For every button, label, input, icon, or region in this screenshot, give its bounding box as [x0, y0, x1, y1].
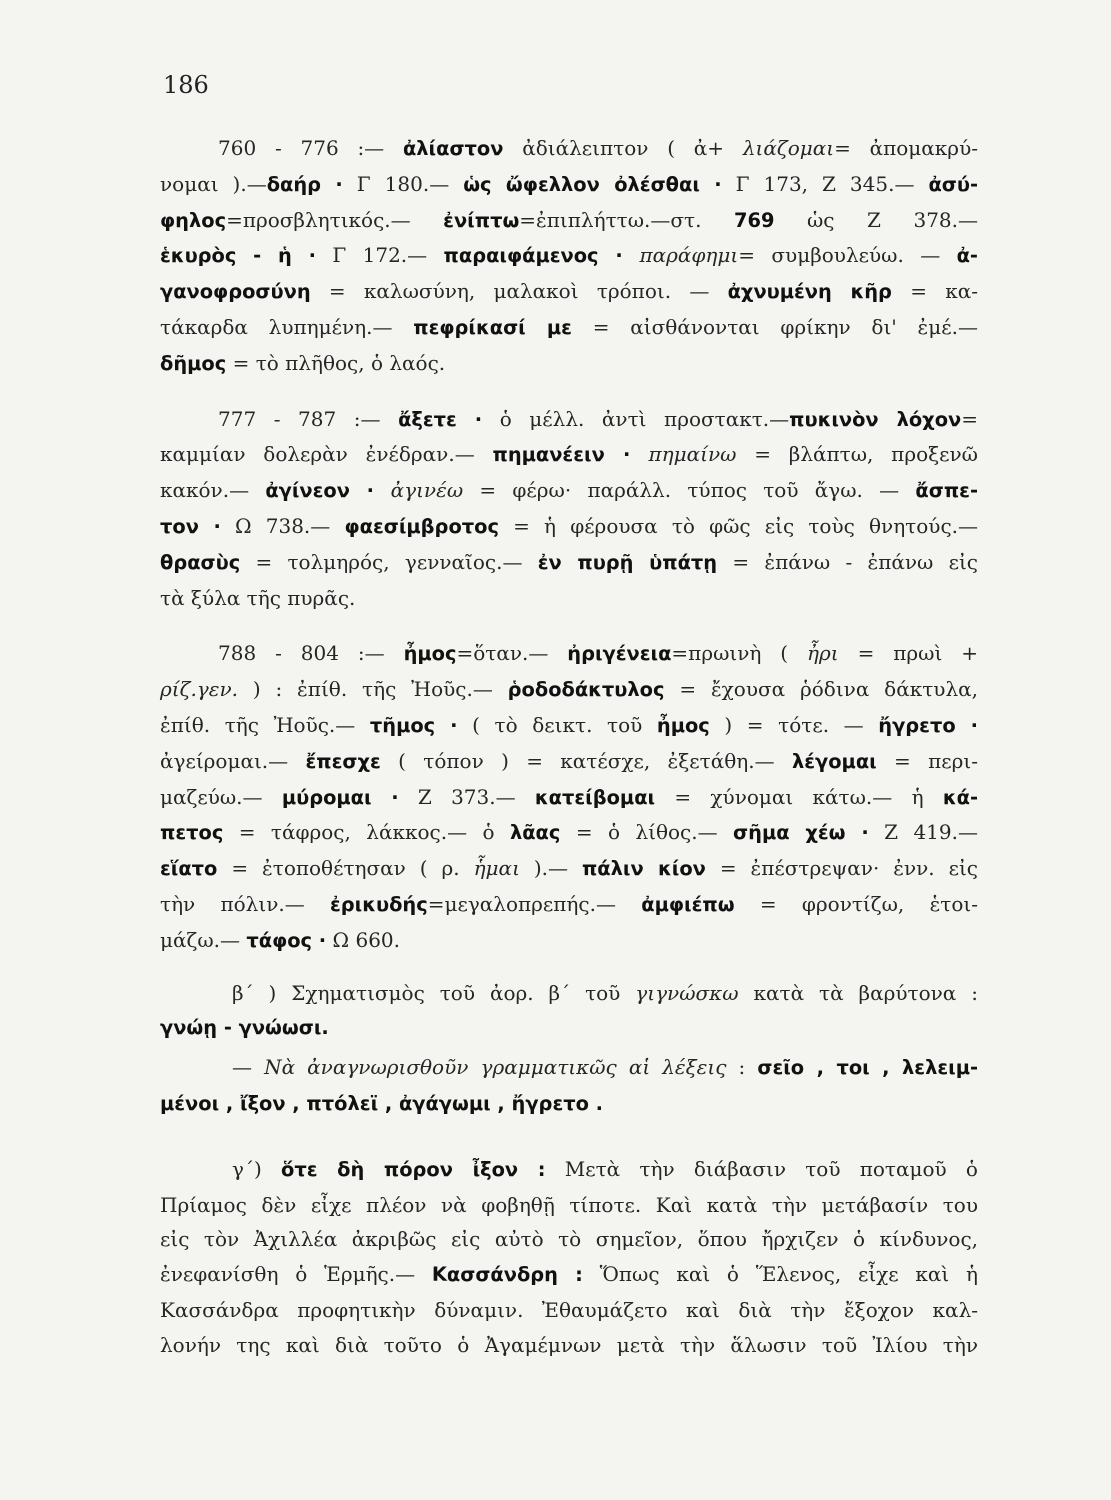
text-line — [160, 1293, 978, 1328]
text-run: =ἐπιπλήττω.—στ. — [519, 207, 734, 232]
bold-term: δαήρ · — [266, 172, 343, 196]
text-line — [160, 976, 978, 1011]
text-run: = φροντίζω, ἑτοι- — [734, 891, 979, 916]
bold-term: ἀμφιέπω — [641, 892, 735, 916]
text-run: Ζ 373.— — [398, 784, 535, 809]
text-run: καμμίαν δολερὰν ἐνέδραν.— — [160, 442, 493, 467]
text-run: =προσβλητικός.— — [226, 207, 444, 232]
bold-term: λᾶας — [509, 821, 561, 845]
bold-term: ὡς ὤφελλον ὀλέσθαι · — [463, 172, 722, 196]
text-line — [160, 672, 978, 708]
bold-term: ἀλίαστον — [402, 137, 504, 160]
text-run: = ἔχουσα ῥόδινα δάκτυλα, — [664, 677, 978, 702]
text-run: μάζω.— — [160, 927, 247, 952]
bold-term: ἐρικυδής — [330, 892, 428, 916]
text-run: = κα- — [891, 279, 978, 304]
bold-term: θρασὺς — [160, 550, 241, 574]
text-line — [160, 851, 978, 887]
italic-text: Νὰ ἀναγνωρισθοῦν γραμματικῶς αἱ λέξεις — [264, 1055, 727, 1080]
text-run: ).— — [519, 856, 582, 881]
bold-term: ἀγίνεον · — [265, 479, 391, 503]
bold-term: παραιφάμενος · — [443, 244, 640, 268]
text-run: = ἀπομακρύ- — [834, 136, 978, 160]
text-run: ὁ μέλλ. ἀντὶ προστακτ.— — [482, 406, 790, 431]
text-line — [160, 131, 978, 167]
text-line — [160, 274, 978, 310]
text-run: 760 - 776 :— — [218, 136, 403, 160]
text-run: =μεγαλοπρεπής.— — [427, 891, 642, 916]
paragraph — [160, 976, 978, 1047]
bold-term: ἦμος — [656, 713, 710, 737]
italic-text: γιγνώσκω — [635, 980, 739, 1005]
text-run: ) = τότε. — — [709, 712, 879, 737]
text-line — [160, 1152, 978, 1188]
bold-term: τον · — [160, 514, 221, 538]
text-run: κακόν.— — [160, 478, 266, 503]
bold-term: πετος — [160, 821, 224, 845]
bold-term: ἐνίπτω — [443, 208, 520, 232]
bold-term: φηλος — [160, 208, 227, 232]
text-run: Γ 173, Ζ 345.— — [721, 171, 929, 196]
text-line — [160, 310, 978, 346]
text-run: = καλωσύνη, μαλακοὶ τρόποι. — — [310, 279, 728, 304]
text-run: κατὰ τὰ βαρύτονα : — [738, 980, 978, 1005]
bold-term: ἐν πυρῇ ὑπάτῃ — [537, 550, 718, 574]
text-run: Ω 660. — [326, 927, 401, 952]
text-line — [160, 1050, 978, 1086]
bold-term: ἀχνυμένη κῆρ — [727, 280, 892, 304]
text-line — [160, 923, 978, 959]
text-run: ὡς Ζ 378.— — [774, 207, 978, 232]
text-run: ( τόπον ) = κατέσχε, ἐξετάθη.— — [380, 748, 792, 773]
italic-text: ἀγινέω — [390, 478, 464, 503]
bold-term: πημανέειν · — [492, 443, 649, 467]
bold-term: σῆμα χέω · — [733, 821, 869, 845]
text-run: τάκαρδα λυπημένη.— — [160, 314, 414, 339]
bold-term: δῆμος — [160, 351, 227, 375]
text-run: = ὁ λίθος.— — [560, 820, 734, 845]
text-run: = αἰσθάνονται φρίκην δι' ἐμέ.— — [571, 314, 978, 339]
text-run: ἀγείρομαι.— — [160, 748, 306, 773]
bold-term: ἀσύ- — [928, 172, 979, 196]
text-run: λονήν της καὶ διὰ τοῦτο ὁ Ἀγαμέμνων μετὰ τὴν ἅλωσιν τοῦ Ἰλίου τὴν — [160, 1332, 978, 1357]
bold-term: ἄσπε- — [915, 479, 979, 503]
text-run: =ὅταν.— — [456, 641, 568, 666]
text-line — [160, 437, 978, 473]
paragraph — [160, 131, 978, 382]
text-line — [160, 1010, 978, 1046]
text-run: =πρωινὴ ( — [671, 641, 808, 666]
text-line — [160, 402, 978, 438]
bold-term: λέγομαι — [791, 749, 877, 773]
bold-term: 769 — [733, 208, 775, 232]
text-run: 788 - 804 :— — [218, 641, 404, 666]
text-block — [160, 131, 978, 1363]
text-run: = τὸ πλῆθος, ὁ λαός. — [226, 350, 446, 375]
text-run: = περι- — [876, 748, 978, 773]
text-run: = φέρω· παράλλ. τύπος τοῦ ἄγω. — — [463, 478, 916, 503]
bold-term: ἤγρετο · — [878, 713, 979, 737]
paragraph — [160, 636, 978, 958]
text-run: τὰ ξύλα τῆς πυρᾶς. — [160, 585, 356, 610]
bold-term: ῥοδοδάκτυλος — [507, 678, 665, 702]
text-run: ἐνεφανίσθη ὁ Ἑρμῆς.— — [160, 1262, 432, 1287]
text-run: Ω 738.— — [220, 513, 345, 538]
italic-text: πημαίνω — [648, 442, 737, 467]
text-line — [160, 780, 978, 816]
bold-term: πάλιν κίον — [581, 857, 706, 881]
text-run: Ζ 419.— — [868, 820, 978, 845]
text-line — [160, 167, 978, 203]
bold-term: τῆμος · — [369, 713, 458, 737]
text-line — [160, 1086, 978, 1122]
bold-term: ἦμος — [403, 642, 457, 666]
page-number: 186 — [163, 71, 209, 99]
text-line — [160, 636, 978, 672]
text-run: νομαι ).— — [160, 171, 267, 196]
text-run: = ἐπάνω - ἐπάνω εἰς — [717, 549, 978, 574]
bold-term: ὅτε δὴ πόρον ἶξον : — [281, 1157, 546, 1181]
bold-term: τάφος · — [246, 928, 327, 952]
bold-term: ἀ- — [956, 244, 978, 268]
text-run: = ἐτοποθέτησαν ( ρ. — [217, 856, 474, 881]
text-run: = ἐπέστρεψαν· ἐνν. εἰς — [705, 856, 979, 881]
text-line — [160, 509, 978, 545]
text-line — [160, 1222, 978, 1257]
bold-term: κά- — [942, 785, 979, 809]
text-run: Ὅπως καὶ ὁ Ἕλενος, εἶχε καὶ ἡ — [582, 1262, 978, 1287]
text-run: = ἡ φέρουσα τὸ φῶς εἰς τοὺς θνητούς.— — [498, 513, 979, 538]
text-run: = τάφρος, λάκκος.— ὁ — [223, 820, 510, 845]
text-run: = συμβουλεύω. — — [738, 243, 957, 268]
text-line — [160, 238, 978, 274]
text-run: — — [232, 1055, 265, 1080]
bold-term: ἑκυρὸς - ἡ · — [160, 244, 316, 268]
text-run: Πρίαμος δὲν εἶχε πλέον νὰ φοβηθῇ τίποτε. Καὶ κατὰ τὴν μετάβασίν του — [160, 1192, 978, 1217]
text-line — [160, 473, 978, 509]
bold-term: φαεσίμβροτος — [344, 514, 499, 538]
text-run: Γ 172.— — [315, 243, 444, 268]
bold-term: κατείβομαι — [534, 785, 656, 809]
text-run: μαζεύω.— — [160, 784, 282, 809]
text-run: Μετὰ τὴν διάβασιν τοῦ ποταμοῦ ὁ — [545, 1156, 978, 1181]
text-run: εἰς τὸν Ἀχιλλέα ἀκριβῶς εἰς αὐτὸ τὸ σημεῖον, ὅπου ἤρχιζεν ὁ κίνδυνος, — [160, 1227, 978, 1252]
text-line — [160, 815, 978, 851]
text-line — [160, 581, 978, 616]
paragraph — [160, 1152, 978, 1363]
italic-text: λιάζομαι — [742, 136, 835, 160]
bold-term: Κασσάνδρη : — [431, 1263, 583, 1287]
bold-term: ἔπεσχε — [305, 749, 381, 773]
text-run: = πρωὶ + — [838, 641, 979, 666]
text-run: γ΄) — [232, 1156, 281, 1181]
text-run: Γ 180.— — [342, 171, 464, 196]
text-run: β΄ ) Σχηματισμὸς τοῦ ἀορ. β΄ τοῦ — [232, 980, 636, 1005]
paragraph — [160, 1050, 978, 1122]
text-line — [160, 887, 978, 923]
bold-term: εἵατο — [160, 857, 218, 881]
text-line — [160, 708, 978, 744]
italic-text: ἦρι — [807, 641, 839, 666]
italic-text: παράφημι — [639, 243, 739, 268]
text-run: Κασσάνδρα προφητικὴν δύναμιν. Ἐθαυμάζετο καὶ διὰ τὴν ἔξοχον καλ- — [160, 1297, 978, 1322]
text-run: = βλάπτω, προξενῶ — [736, 442, 978, 467]
text-line — [160, 346, 978, 382]
text-run: ) : ἐπίθ. τῆς Ἠοῦς.— — [238, 677, 508, 702]
text-line — [160, 203, 978, 239]
text-run: : — [726, 1055, 758, 1080]
text-run: = — [961, 406, 978, 431]
bold-term: μύρομαι · — [281, 785, 399, 809]
text-line — [160, 1328, 978, 1363]
text-run: τὴν πόλιν.— — [160, 891, 330, 916]
bold-term: γνώῃ - γνώωσι. — [160, 1016, 329, 1040]
bold-term: μένοι , ἴξον , πτόλεϊ , ἀγάγωμι , ἤγρετο . — [160, 1091, 604, 1115]
bold-term: ἠριγένεια — [567, 642, 672, 666]
italic-text: ἧμαι — [473, 856, 520, 881]
text-run: 777 - 787 :— — [218, 406, 399, 431]
text-line — [160, 545, 978, 581]
bold-term: πυκινὸν λόχον — [789, 407, 962, 431]
text-run: ἀδιάλειπτον ( ἀ+ — [503, 136, 743, 160]
bold-term: πεφρίκασί με — [413, 315, 572, 339]
text-line — [160, 1257, 978, 1293]
text-run: = χύνομαι κάτω.— ἡ — [655, 784, 943, 809]
bold-term: ἄξετε · — [398, 407, 483, 431]
italic-text: ρίζ.γεν. — [160, 677, 238, 702]
bold-term: γανοφροσύνη — [160, 280, 311, 304]
bold-term: σεῖο , τοι , λελειμ- — [757, 1056, 979, 1080]
text-run: ( τὸ δεικτ. τοῦ — [457, 712, 657, 737]
paragraph — [160, 402, 978, 616]
text-line — [160, 1188, 978, 1223]
text-line — [160, 744, 978, 780]
text-run: = τολμηρός, γενναῖος.— — [240, 549, 538, 574]
text-run: ἐπίθ. τῆς Ἠοῦς.— — [160, 712, 370, 737]
